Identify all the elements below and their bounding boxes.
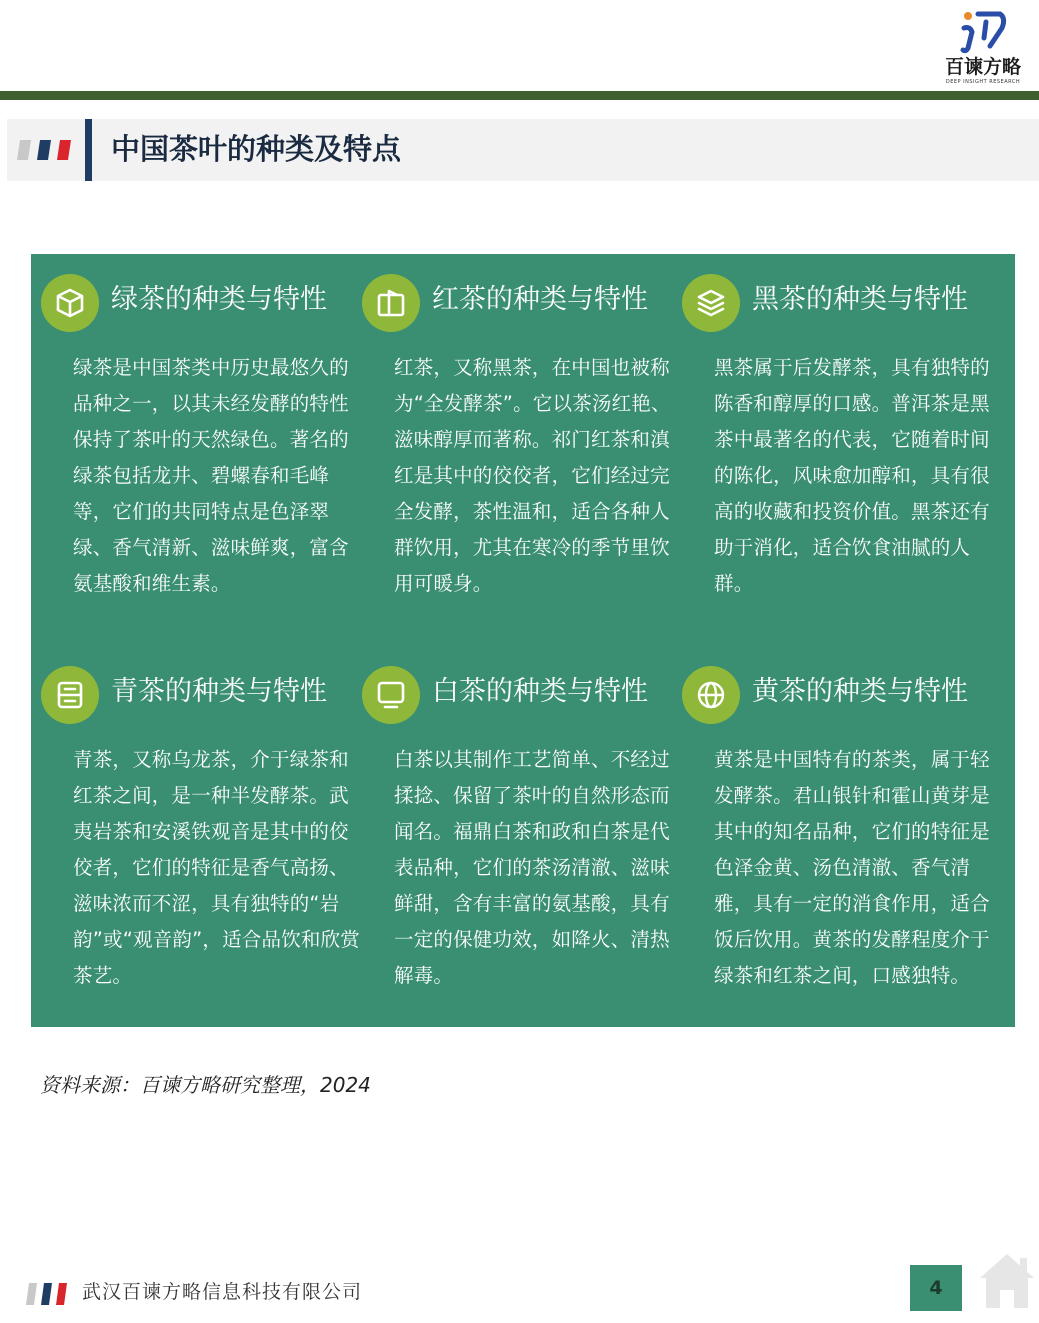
card-title: 白茶的种类与特性 bbox=[432, 676, 648, 707]
card-icon-circle bbox=[682, 274, 740, 332]
flag-stripes-icon bbox=[17, 140, 77, 160]
layers-icon bbox=[695, 287, 727, 319]
card-header bbox=[31, 646, 361, 706]
card-body: 绿茶是中国茶类中历史最悠久的品种之一，以其未经发酵的特性保持了茶叶的天然绿色。著名的绿茶包括龙井、碧螺春和毛峰等，它们的共同特点是色泽翠绿、香气清新、滋味鲜爽，富含氨基酸和维生素。 bbox=[73, 356, 349, 595]
card-title: 红茶的种类与特性 bbox=[432, 284, 648, 315]
source-note: 资料来源：百谏方略研究整理，2024 bbox=[40, 1073, 371, 1097]
card-body: 黄茶是中国特有的茶类，属于轻发酵茶。君山银针和霍山黄芽是其中的知名品种，它们的特征是色泽金黄、汤色清澈、香气清雅，具有一定的消食作用，适合饭后饮用。黄茶的发酵程度介于绿茶和红茶之间，口感独特。 bbox=[714, 748, 990, 987]
logo-tagline: DEEP INSIGHT RESEARCH bbox=[945, 79, 1021, 85]
card-header bbox=[672, 646, 1002, 706]
page-title: 中国茶叶的种类及特点 bbox=[111, 132, 402, 166]
monitor-icon bbox=[375, 679, 407, 711]
card-header bbox=[672, 254, 1002, 314]
card-icon-circle bbox=[41, 666, 99, 724]
card-header bbox=[31, 254, 361, 314]
card-body: 白茶以其制作工艺简单、不经过揉捻、保留了茶叶的自然形态而闻名。福鼎白茶和政和白茶是代表品种，它们的茶汤清澈、滋味鲜甜，含有丰富的氨基酸，具有一定的保健功效，如降火、清热解毒。 bbox=[394, 748, 670, 987]
title-band bbox=[7, 119, 1039, 181]
logo-mark-icon bbox=[960, 6, 1010, 56]
title-divider bbox=[85, 119, 92, 181]
card-title: 黑茶的种类与特性 bbox=[752, 284, 968, 315]
tea-types-panel bbox=[31, 254, 1015, 1027]
storage-icon bbox=[54, 679, 86, 711]
card-icon-circle bbox=[362, 274, 420, 332]
card-icon-circle bbox=[41, 274, 99, 332]
card-icon-circle bbox=[362, 666, 420, 724]
card-title: 黄茶的种类与特性 bbox=[752, 676, 968, 707]
logo-name: 百谏方略 bbox=[944, 56, 1021, 78]
card-header bbox=[352, 646, 682, 706]
header-rule bbox=[0, 91, 1039, 100]
globe-icon bbox=[695, 679, 727, 711]
footer-flag-stripes-icon bbox=[26, 1283, 70, 1305]
book-icon bbox=[375, 287, 407, 319]
card-title: 青茶的种类与特性 bbox=[111, 676, 327, 707]
company-logo bbox=[938, 6, 1028, 86]
card-header bbox=[352, 254, 682, 314]
card-body: 青茶，又称乌龙茶，介于绿茶和红茶之间，是一种半发酵茶。武夷岩茶和安溪铁观音是其中的佼佼者，它们的特征是香气高扬、滋味浓而不涩，具有独特的“岩韵”或“观音韵”，适合品饮和欣赏茶艺。 bbox=[73, 748, 361, 987]
footer-company-name: 武汉百谏方略信息科技有限公司 bbox=[82, 1281, 363, 1303]
page-number: 4 bbox=[910, 1265, 962, 1311]
home-icon[interactable] bbox=[976, 1250, 1038, 1312]
card-body: 黑茶属于后发酵茶，具有独特的陈香和醇厚的口感。普洱茶是黑茶中最著名的代表，它随着时间的陈化，风味愈加醇和，具有很高的收藏和投资价值。黑茶还有助于消化，适合饮食油腻的人群。 bbox=[714, 356, 990, 595]
card-icon-circle bbox=[682, 666, 740, 724]
cube-icon bbox=[54, 287, 86, 319]
card-body: 红茶，又称黑茶，在中国也被称为“全发酵茶”。它以茶汤红艳、滋味醇厚而著称。祁门红茶和滇红是其中的佼佼者，它们经过完全发酵，茶性温和，适合各种人群饮用，尤其在寒冷的季节里饮用可暖身。 bbox=[394, 356, 671, 595]
card-title: 绿茶的种类与特性 bbox=[111, 284, 327, 315]
